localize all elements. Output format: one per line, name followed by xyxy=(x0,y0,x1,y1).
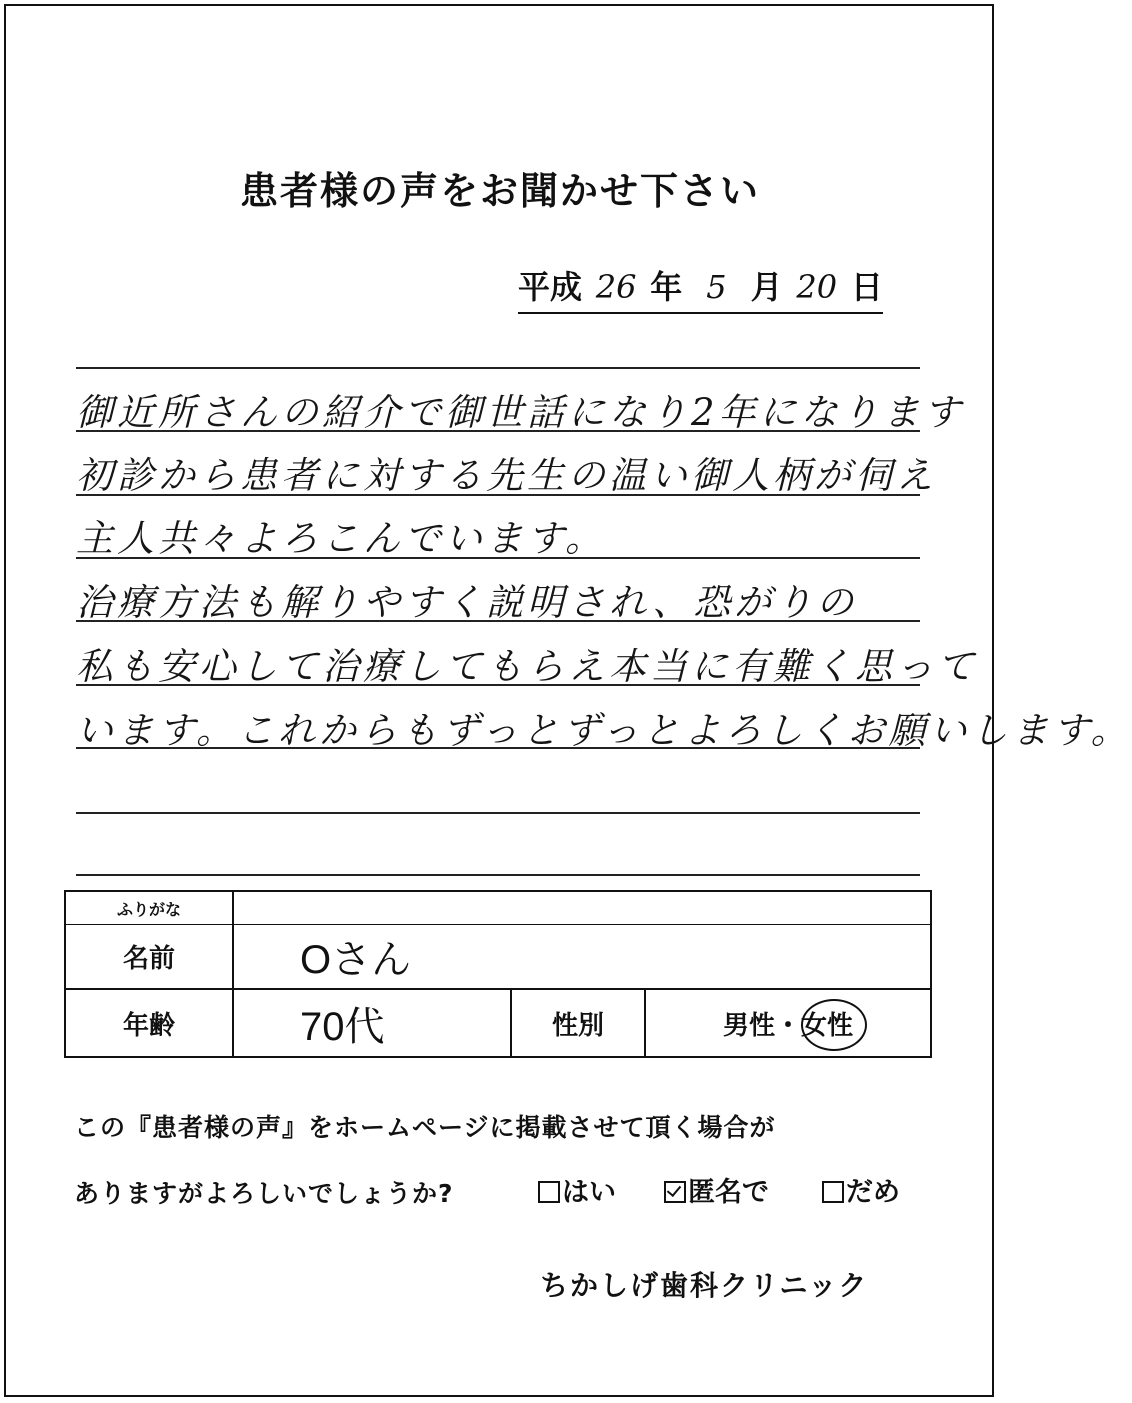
date-day: 20 xyxy=(796,268,838,306)
option-anonymous-label: 匿名で xyxy=(688,1177,769,1208)
clinic-name: ちかしげ歯科クリニック xyxy=(540,1269,869,1302)
comment-line: 私も安心して治療してもらえ本当に有難く思って xyxy=(76,645,978,688)
option-no[interactable] xyxy=(822,1170,900,1209)
checkbox-icon[interactable] xyxy=(822,1181,844,1203)
date-year-unit: 年 xyxy=(650,268,683,306)
comment-line: います。これからもずっとずっとよろしくお願いします。 xyxy=(76,709,1132,752)
comment-line: 治療方法も解りやすく説明され、恐がりの xyxy=(76,581,858,624)
gender-female: 女性 xyxy=(801,1010,854,1041)
date-month: 5 xyxy=(706,268,727,306)
gender-male: 男性 xyxy=(722,1010,775,1041)
gender-label: 性別 xyxy=(551,1010,604,1041)
ruled-line xyxy=(76,874,920,876)
gender-separator: ・ xyxy=(774,1010,801,1041)
comment-line: 主人共々よろこんでいます。 xyxy=(76,517,607,560)
age-label: 年齢 xyxy=(122,1010,175,1041)
ruled-line xyxy=(76,812,920,814)
comment-line: 初診から患者に対する先生の温い御人柄が伺え xyxy=(76,454,937,497)
consent-question-line2: ありますがよろしいでしょうか? xyxy=(74,1179,454,1208)
date-line xyxy=(518,262,883,314)
option-yes[interactable] xyxy=(538,1170,616,1209)
name-label: 名前 xyxy=(122,944,175,974)
checkbox-icon[interactable] xyxy=(538,1181,560,1203)
furigana-value xyxy=(234,892,930,924)
ruled-line xyxy=(76,367,920,369)
selected-circle xyxy=(801,999,867,1051)
checked-checkbox-icon[interactable] xyxy=(664,1181,686,1203)
option-anonymous[interactable] xyxy=(664,1170,769,1209)
date-era: 平成 xyxy=(518,268,583,306)
page-title: 患者様の声をお聞かせ下さい xyxy=(239,169,760,213)
gender-options xyxy=(646,990,930,1056)
age-value: 70代 xyxy=(300,1004,385,1049)
date-day-unit: 日 xyxy=(850,268,883,306)
name-value: Oさん xyxy=(300,938,412,982)
patient-info-table xyxy=(64,890,932,1058)
furigana-label: ふりがな xyxy=(116,899,181,919)
option-yes-label: はい xyxy=(562,1177,616,1208)
comment-line: 御近所さんの紹介で御世話になり2年になります xyxy=(76,391,965,434)
date-year: 26 xyxy=(595,268,637,306)
date-month-unit: 月 xyxy=(750,268,783,306)
consent-question-line1: この『患者様の声』をホームページに掲載させて頂く場合が xyxy=(74,1113,776,1142)
option-no-label: だめ xyxy=(846,1177,900,1208)
